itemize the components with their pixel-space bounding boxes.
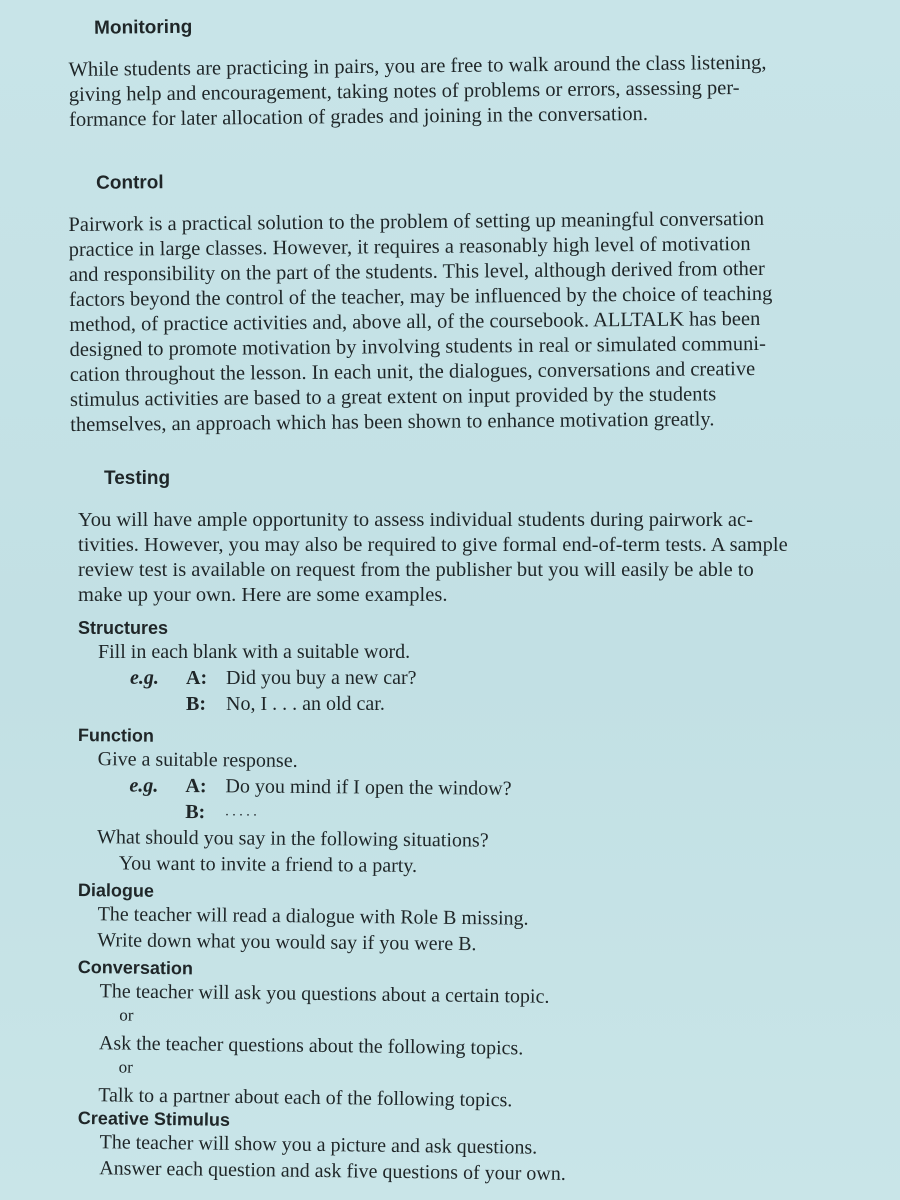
control-paragraph	[68, 206, 862, 438]
speaker-b-label: B:	[185, 800, 206, 824]
creative-block	[77, 1108, 860, 1191]
example-row-a	[130, 665, 860, 691]
creative-line: The teacher will show you a picture and ask questions.	[99, 1131, 538, 1159]
structures-title: Structures	[78, 618, 169, 638]
testing-title: Testing	[104, 468, 171, 489]
conversation-line: Talk to a partner about each of the following topics.	[98, 1084, 513, 1112]
control-section	[68, 166, 862, 438]
function-question: What should you say in the following situations?	[96, 826, 489, 852]
control-title: Control	[95, 172, 164, 194]
paragraph-line: Pairwork is a practical solution to the problem of setting up meaningful conversation	[68, 207, 765, 236]
function-block	[77, 725, 860, 883]
eg-label: e.g.	[130, 667, 159, 689]
speaker-a-text: Do you mind if I open the window?	[225, 775, 512, 800]
dialogue-title: Dialogue	[77, 880, 155, 901]
paragraph-line: method, of practice activities and, above all, of the coursebook. ALLTALK has been	[69, 307, 761, 336]
paragraph-line: designed to promote motivation by involving students in real or simulated communi-	[69, 332, 766, 361]
paragraph-line: giving help and encouragement, taking notes of problems or errors, assessing per-	[68, 76, 740, 106]
creative-line: Answer each question and ask five questions of your own.	[99, 1157, 566, 1185]
monitoring-title: Monitoring	[93, 16, 193, 39]
conversation-line: Ask the teacher questions about the following topics.	[98, 1032, 524, 1060]
function-instruction: Give a suitable response.	[97, 748, 298, 772]
conversation-line: The teacher will ask you questions about a certain topic.	[99, 980, 550, 1008]
or-label: or	[119, 1005, 134, 1025]
dialogue-line: Write down what you would say if you were B.	[97, 929, 477, 956]
paragraph-line: review test is available on request from the publisher but you will easily be able to	[78, 559, 754, 581]
paragraph-line: factors beyond the control of the teacher, may be influenced by the choice of teaching	[69, 282, 773, 311]
structures-instruction: Fill in each blank with a suitable word.	[98, 641, 411, 663]
paragraph-line: practice in large classes. However, it requires a reasonably high level of motivation	[68, 233, 751, 261]
creative-title: Creative Stimulus	[77, 1108, 231, 1130]
paragraph-line: formance for later allocation of grades and joining in the conversation.	[68, 102, 649, 131]
paragraph-line: and responsibility on the part of the students. This level, although derived from other	[68, 257, 765, 286]
paragraph-line: While students are practicing in pairs, you are free to walk around the class listening,	[68, 51, 767, 81]
monitoring-paragraph	[68, 50, 861, 133]
testing-section	[77, 468, 860, 1185]
dialogue-line: The teacher will read a dialogue with Role B missing.	[97, 903, 529, 930]
dialogue-block	[77, 880, 860, 961]
structures-block	[78, 618, 860, 717]
paragraph-line: You will have ample opportunity to assess individual students during pairwork ac-	[78, 509, 753, 531]
speaker-a-text: Did you buy a new car?	[226, 667, 417, 689]
function-title: Function	[77, 725, 154, 746]
paragraph-line: stimulus activities are based to a great extent on input provided by the students	[69, 383, 717, 411]
paragraph-line: cation throughout the lesson. In each unit, the dialogues, conversations and creative	[69, 358, 756, 386]
paragraph-line: themselves, an approach which has been shown to enhance motivation greatly.	[70, 408, 715, 436]
eg-label: e.g.	[129, 774, 159, 797]
speaker-a-label: A:	[186, 667, 208, 689]
monitoring-section	[68, 10, 861, 133]
testing-paragraph	[78, 508, 860, 608]
conversation-block	[76, 957, 860, 1118]
function-situation: You want to invite a friend to a party.	[118, 852, 418, 877]
speaker-a-label: A:	[185, 774, 207, 798]
example-row-b	[186, 691, 860, 717]
paragraph-line: make up your own. Here are some examples.	[78, 584, 448, 606]
conversation-title: Conversation	[77, 957, 194, 979]
or-label: or	[118, 1057, 133, 1077]
speaker-b-label: B:	[186, 693, 206, 715]
speaker-b-text: No, I . . . an old car.	[226, 693, 385, 715]
paragraph-line: tivities. However, you may also be required to give formal end-of-term tests. A sample	[78, 534, 788, 556]
speaker-b-blank: . . . . .	[225, 804, 257, 820]
